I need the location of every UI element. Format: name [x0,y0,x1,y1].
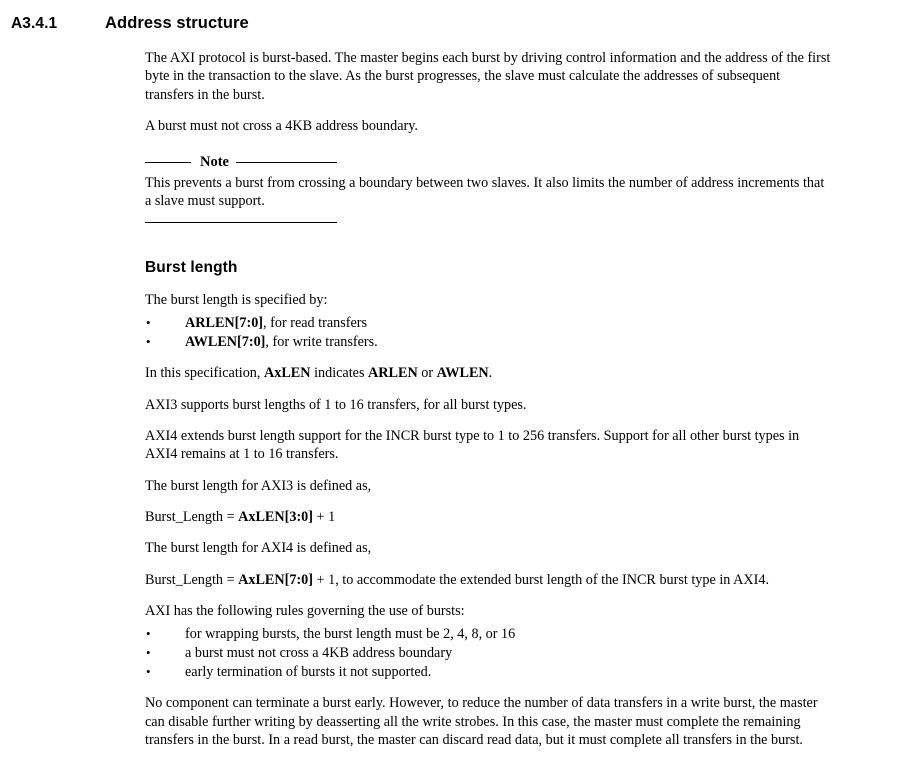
axi3-support-paragraph: AXI3 supports burst lengths of 1 to 16 transfers, for all burst types. [145,396,527,413]
spec-note-mid2: or [417,365,437,382]
spec-note-axlen: AxLEN [264,365,311,382]
axi4-formula-suffix: + 1, to accommodate the extended burst length of the INCR burst type in AXI4. [313,571,769,588]
axi4-formula-signal: AxLEN[7:0] [238,571,313,588]
signal-name: AWLEN[7:0] [185,333,266,350]
note-bottom-rule [145,222,337,223]
note-top-rule [145,155,337,169]
note-rule-right-segment [236,162,337,163]
axi3-defined-intro: The burst length for AXI3 is defined as, [145,477,372,494]
note-block [145,155,832,223]
closing-paragraph: No component can terminate a burst early. However, to reduce the number of data transfers in a write burst, the master can disable further writing by deasserting all the write strobes. In this case, the master must complete the remaining transfers in the burst. In a read burst, the master can discard read data, but it must complete all transfers in the burst. [145,695,818,748]
bullet-icon: • [146,663,151,679]
list-item [145,333,832,352]
spec-note-suffix: . [488,365,493,382]
bullet-text: a burst must not cross a 4KB address boundary [185,644,453,661]
spec-note-arlen: ARLEN [368,365,418,382]
spec-note-mid: indicates [310,365,369,382]
axi3-formula-suffix: + 1 [313,508,336,525]
rules-bullet-list [145,625,832,681]
axi4-formula [145,571,832,589]
bullet-icon: • [146,315,151,331]
signal-bullet-list [145,314,832,351]
section-number: A3.4.1 [11,15,58,32]
bullet-text [185,333,832,352]
axi3-formula [145,508,832,526]
intro-paragraph-1: The AXI protocol is burst-based. The master begins each burst by driving control information and the address of the first byte in the transaction to the slave. As the burst progresses, the slave must calculate the addresses of subsequent transfers in the burst. [145,50,831,103]
bullet-icon: • [146,644,151,660]
signal-description: , for read transfers [263,315,368,332]
signal-name: ARLEN[7:0] [185,315,264,332]
note-label: Note [200,154,229,171]
signal-description: , for write transfers. [265,333,378,350]
burst-length-lead-in: The burst length is specified by: [145,291,328,308]
list-item [145,644,832,663]
burst-length-heading: Burst length [145,258,238,276]
bullet-text [185,314,832,333]
axi3-formula-prefix: Burst_Length = [145,508,239,525]
list-item [145,314,832,333]
list-item [145,663,832,682]
bullet-icon: • [146,626,151,642]
spec-note-awlen: AWLEN [436,365,489,382]
section-heading [0,14,897,33]
axi3-formula-signal: AxLEN[3:0] [238,508,313,525]
rules-lead-in: AXI has the following rules governing the use of bursts: [145,602,465,619]
spec-note-prefix: In this specification, [145,365,264,382]
page-title: Address structure [105,14,249,32]
bullet-text: for wrapping bursts, the burst length must be 2, 4, 8, or 16 [185,626,516,643]
list-item [145,625,832,644]
note-rule-left-segment [145,162,191,163]
body-column [145,49,832,749]
bullet-text: early termination of bursts it not supported. [185,663,432,680]
axi4-formula-prefix: Burst_Length = [145,571,239,588]
note-text: This prevents a burst from crossing a boundary between two slaves. It also limits the number of address increments that a slave must support. [145,175,825,210]
spec-note-paragraph [145,364,832,382]
intro-paragraph-2: A burst must not cross a 4KB address boundary. [145,117,418,134]
bullet-icon: • [146,333,151,349]
axi4-defined-intro: The burst length for AXI4 is defined as, [145,540,372,557]
axi4-support-paragraph: AXI4 extends burst length support for the INCR burst type to 1 to 256 transfers. Support for all other burst types in AXI4 remains at 1 to 16 transfers. [145,428,800,463]
